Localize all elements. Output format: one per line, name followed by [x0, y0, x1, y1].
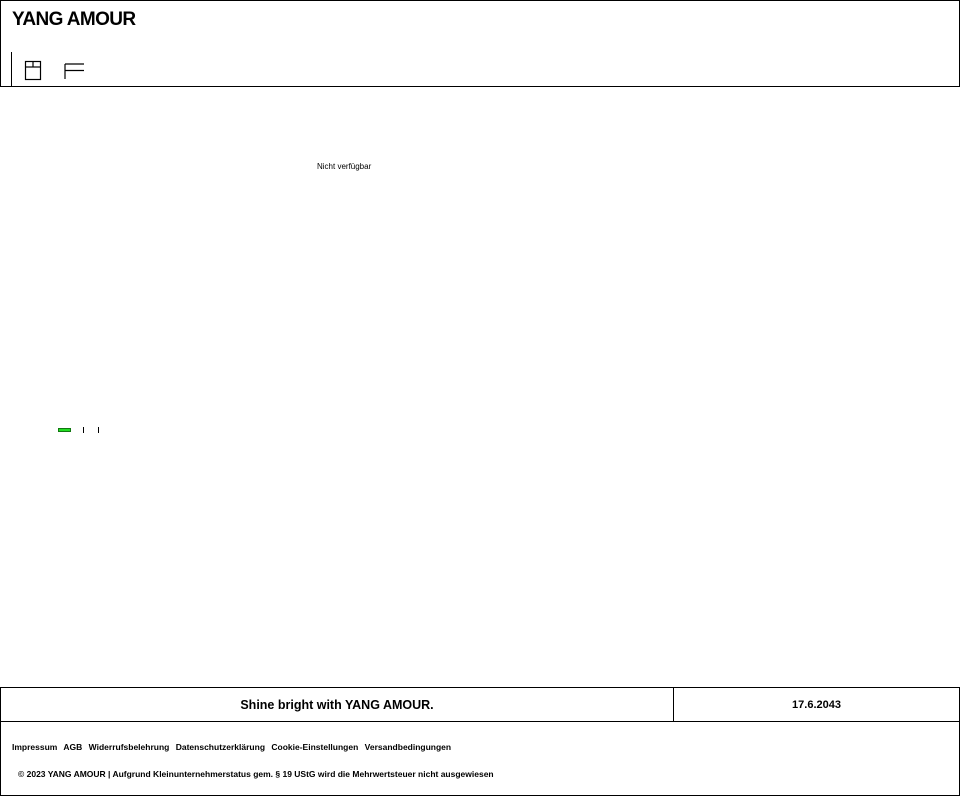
cart-button[interactable] — [22, 58, 44, 82]
slider-dot[interactable] — [98, 427, 99, 433]
slider-dot-active[interactable] — [58, 428, 71, 432]
brand-logo-link[interactable]: YANG AMOUR — [12, 9, 136, 30]
footer-links — [12, 742, 455, 752]
header-divider — [11, 52, 12, 86]
menu-button[interactable] — [63, 58, 85, 82]
site-footer — [0, 721, 960, 796]
site-header — [0, 0, 960, 87]
image-slider-dots — [58, 427, 118, 435]
availability-status: Nicht verfügbar — [317, 162, 372, 171]
footer-link-widerrufsbelehrung[interactable]: Widerrufsbelehrung — [88, 742, 170, 752]
footer-link-versandbedingungen[interactable]: Versandbedingungen — [364, 742, 452, 752]
footer-date: 17.6.2043 — [792, 699, 841, 711]
shopping-bag-icon — [22, 58, 44, 82]
slider-dot[interactable] — [83, 427, 84, 433]
footer-link-agb[interactable]: AGB — [63, 742, 83, 752]
menu-icon — [63, 58, 85, 82]
footer-link-datenschutz[interactable]: Datenschutzerklärung — [175, 742, 266, 752]
footer-tagline: Shine bright with YANG AMOUR. — [240, 698, 434, 712]
footer-link-impressum[interactable]: Impressum — [12, 742, 58, 752]
footer-banner — [0, 687, 960, 722]
footer-link-cookie-settings[interactable]: Cookie-Einstellungen — [271, 742, 359, 752]
copyright-notice: © 2023 YANG AMOUR | Aufgrund Kleinunternehmerstatus gem. § 19 UStG wird die Mehrwertsteuer nicht ausgewiesen — [18, 769, 494, 779]
